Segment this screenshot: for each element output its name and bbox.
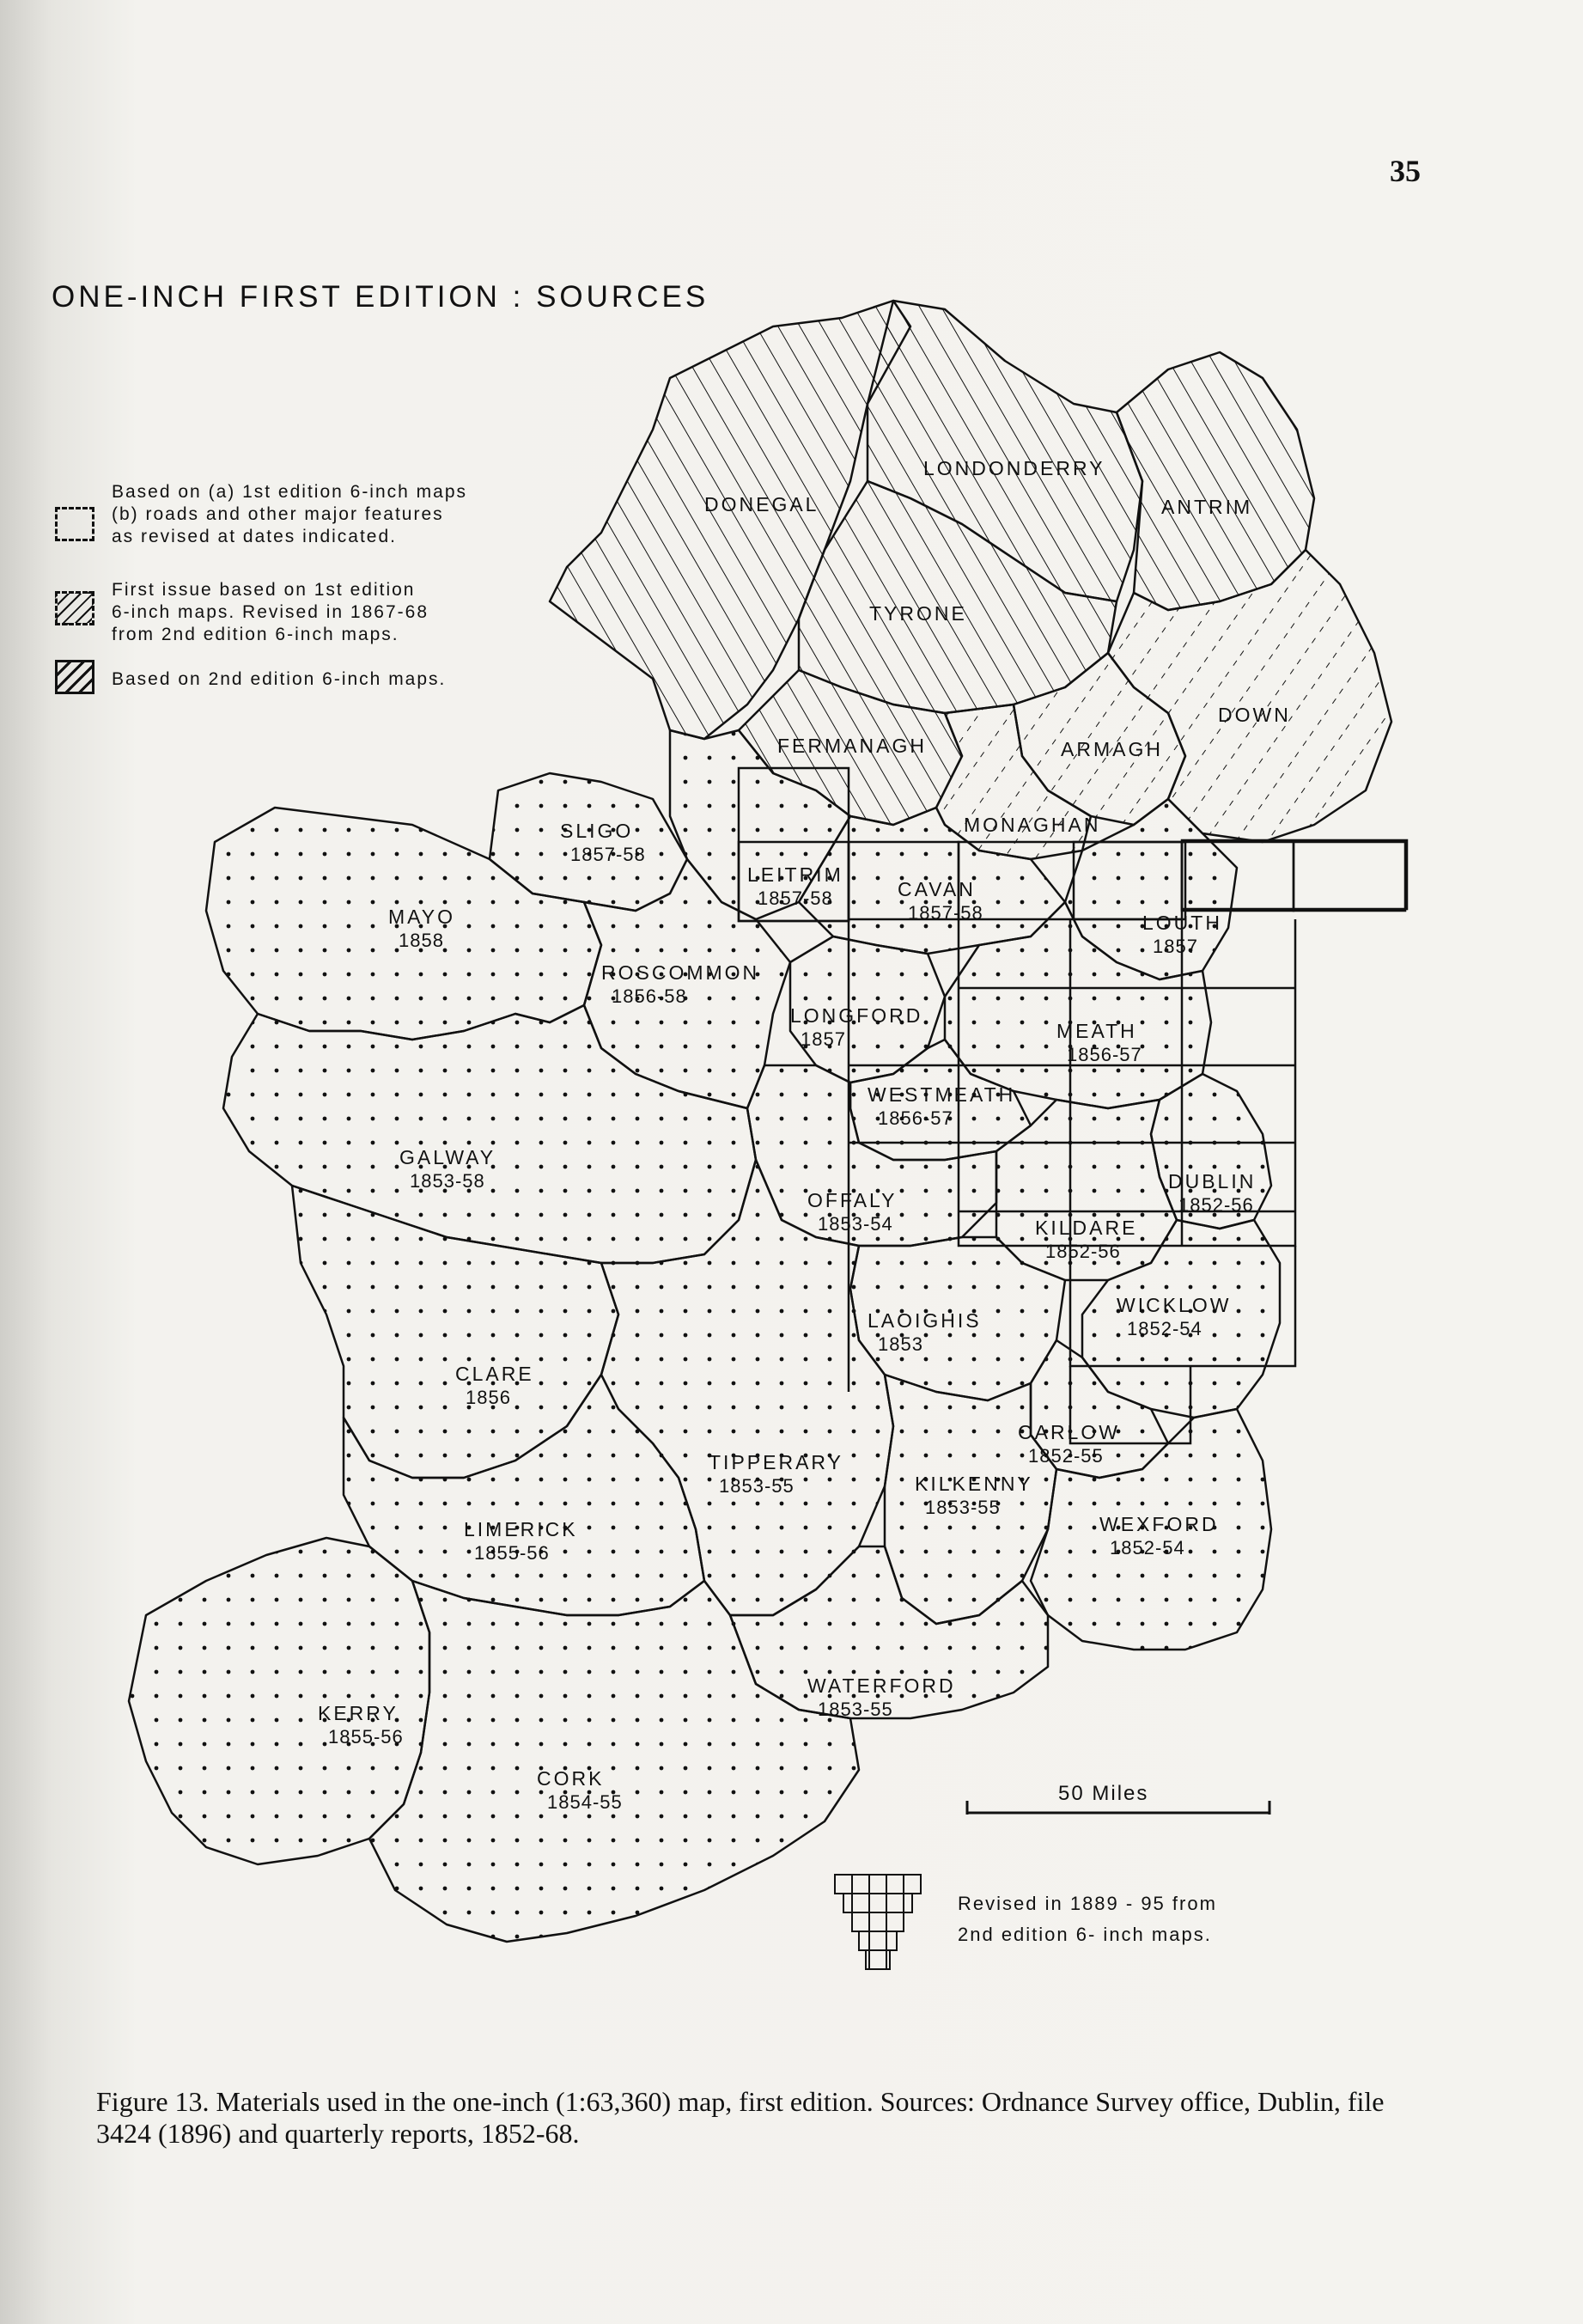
county-label-meath: MEATH [1056,1020,1137,1042]
county-label-wicklow: WICKLOW [1117,1294,1232,1316]
county-label-tyrone: TYRONE [869,602,967,625]
county-date-leitrim: 1857-58 [758,888,833,909]
county-label-waterford: WATERFORD [807,1674,956,1697]
county-label-clare: CLARE [455,1363,534,1385]
revised-note: Revised in 1889 - 95 from 2nd edition 6- inch maps. [958,1893,1217,1945]
county-date-clare: 1856 [466,1387,511,1408]
county-label-sligo: SLIGO [560,820,634,842]
county-label-westmeath: WESTMEATH [868,1083,1016,1106]
county-label-leitrim: LEITRIM [747,863,843,886]
county-kerry [129,1538,429,1864]
county-date-limerick: 1855-56 [474,1542,550,1564]
county-label-cavan: CAVAN [898,878,976,900]
county-date-wicklow: 1852-54 [1127,1318,1202,1339]
county-label-antrim: ANTRIM [1161,496,1253,518]
county-date-wexford: 1852-54 [1110,1537,1185,1558]
county-label-fermanagh: FERMANAGH [777,735,927,757]
county-date-mayo: 1858 [399,930,444,951]
county-date-kildare: 1852-56 [1045,1241,1121,1262]
page-number: 35 [1390,154,1421,188]
county-label-longford: LONGFORD [790,1004,923,1027]
county-date-tipperary: 1853-55 [719,1475,795,1497]
legend-text: First issue based on 1st edition 6-inch maps. Revised in 1867-68 from 2nd edition 6-inch maps. [112,580,429,644]
county-date-cavan: 1857-58 [908,902,983,924]
county-date-louth: 1857 [1153,936,1198,957]
county-date-offaly: 1853-54 [818,1213,893,1235]
revised-grid-icon [833,1871,928,1974]
legend-text: Based on (a) 1st edition 6-inch maps (b) roads and other major features as revised at dates indicated. [112,482,468,546]
county-label-monaghan: MONAGHAN [964,814,1101,836]
county-date-kilkenny: 1853-55 [925,1497,1001,1518]
county-date-galway: 1853-58 [410,1170,485,1192]
county-label-offaly: OFFALY [807,1189,898,1211]
county-date-longford: 1857 [801,1028,846,1050]
county-date-roscommon: 1856-58 [612,985,687,1007]
county-label-roscommon: ROSCOMMON [601,961,760,984]
county-label-mayo: MAYO [388,906,456,928]
county-date-meath: 1856-57 [1067,1044,1142,1065]
county-label-down: DOWN [1218,704,1291,726]
scale-label: 50 Miles [1058,1782,1149,1805]
county-label-donegal: DONEGAL [704,493,819,515]
county-label-wexford: WEXFORD [1099,1513,1219,1535]
county-date-dublin: 1852-56 [1178,1194,1254,1216]
county-label-carlow: CARLOW [1018,1421,1120,1443]
county-label-armagh: ARMAGH [1061,738,1163,760]
figure-caption: Figure 13. Materials used in the one-inch (1:63,360) map, first edition. Sources: Ordnance Survey office, Dublin, file 3424 (1896) and quarterly reports, 1852-68. [96,2086,1385,2149]
county-label-kildare: KILDARE [1035,1217,1138,1239]
county-label-londonderry: LONDONDERRY [923,457,1105,479]
legend-text: Based on 2nd edition 6-inch maps. [112,669,447,689]
county-label-kilkenny: KILKENNY [915,1473,1033,1495]
county-label-laoighis: LAOIGHIS [868,1309,982,1332]
scale-bar [964,1784,1273,1818]
county-label-limerick: LIMERICK [464,1518,578,1540]
county-label-galway: GALWAY [399,1146,496,1168]
county-date-cork: 1854-55 [547,1791,623,1813]
county-date-laoighis: 1853 [878,1333,923,1355]
county-date-kerry: 1855-56 [328,1726,404,1748]
county-date-westmeath: 1856-57 [878,1107,953,1129]
county-label-louth: LOUTH [1142,912,1222,934]
county-date-sligo: 1857-58 [570,844,646,865]
county-date-carlow: 1852-55 [1028,1445,1104,1467]
county-label-cork: CORK [537,1767,605,1790]
county-label-tipperary: TIPPERARY [709,1451,843,1473]
county-label-kerry: KERRY [318,1702,399,1724]
county-label-dublin: DUBLIN [1168,1170,1257,1192]
county-date-waterford: 1853-55 [818,1699,893,1720]
map-title: ONE-INCH FIRST EDITION : SOURCES [52,280,709,314]
